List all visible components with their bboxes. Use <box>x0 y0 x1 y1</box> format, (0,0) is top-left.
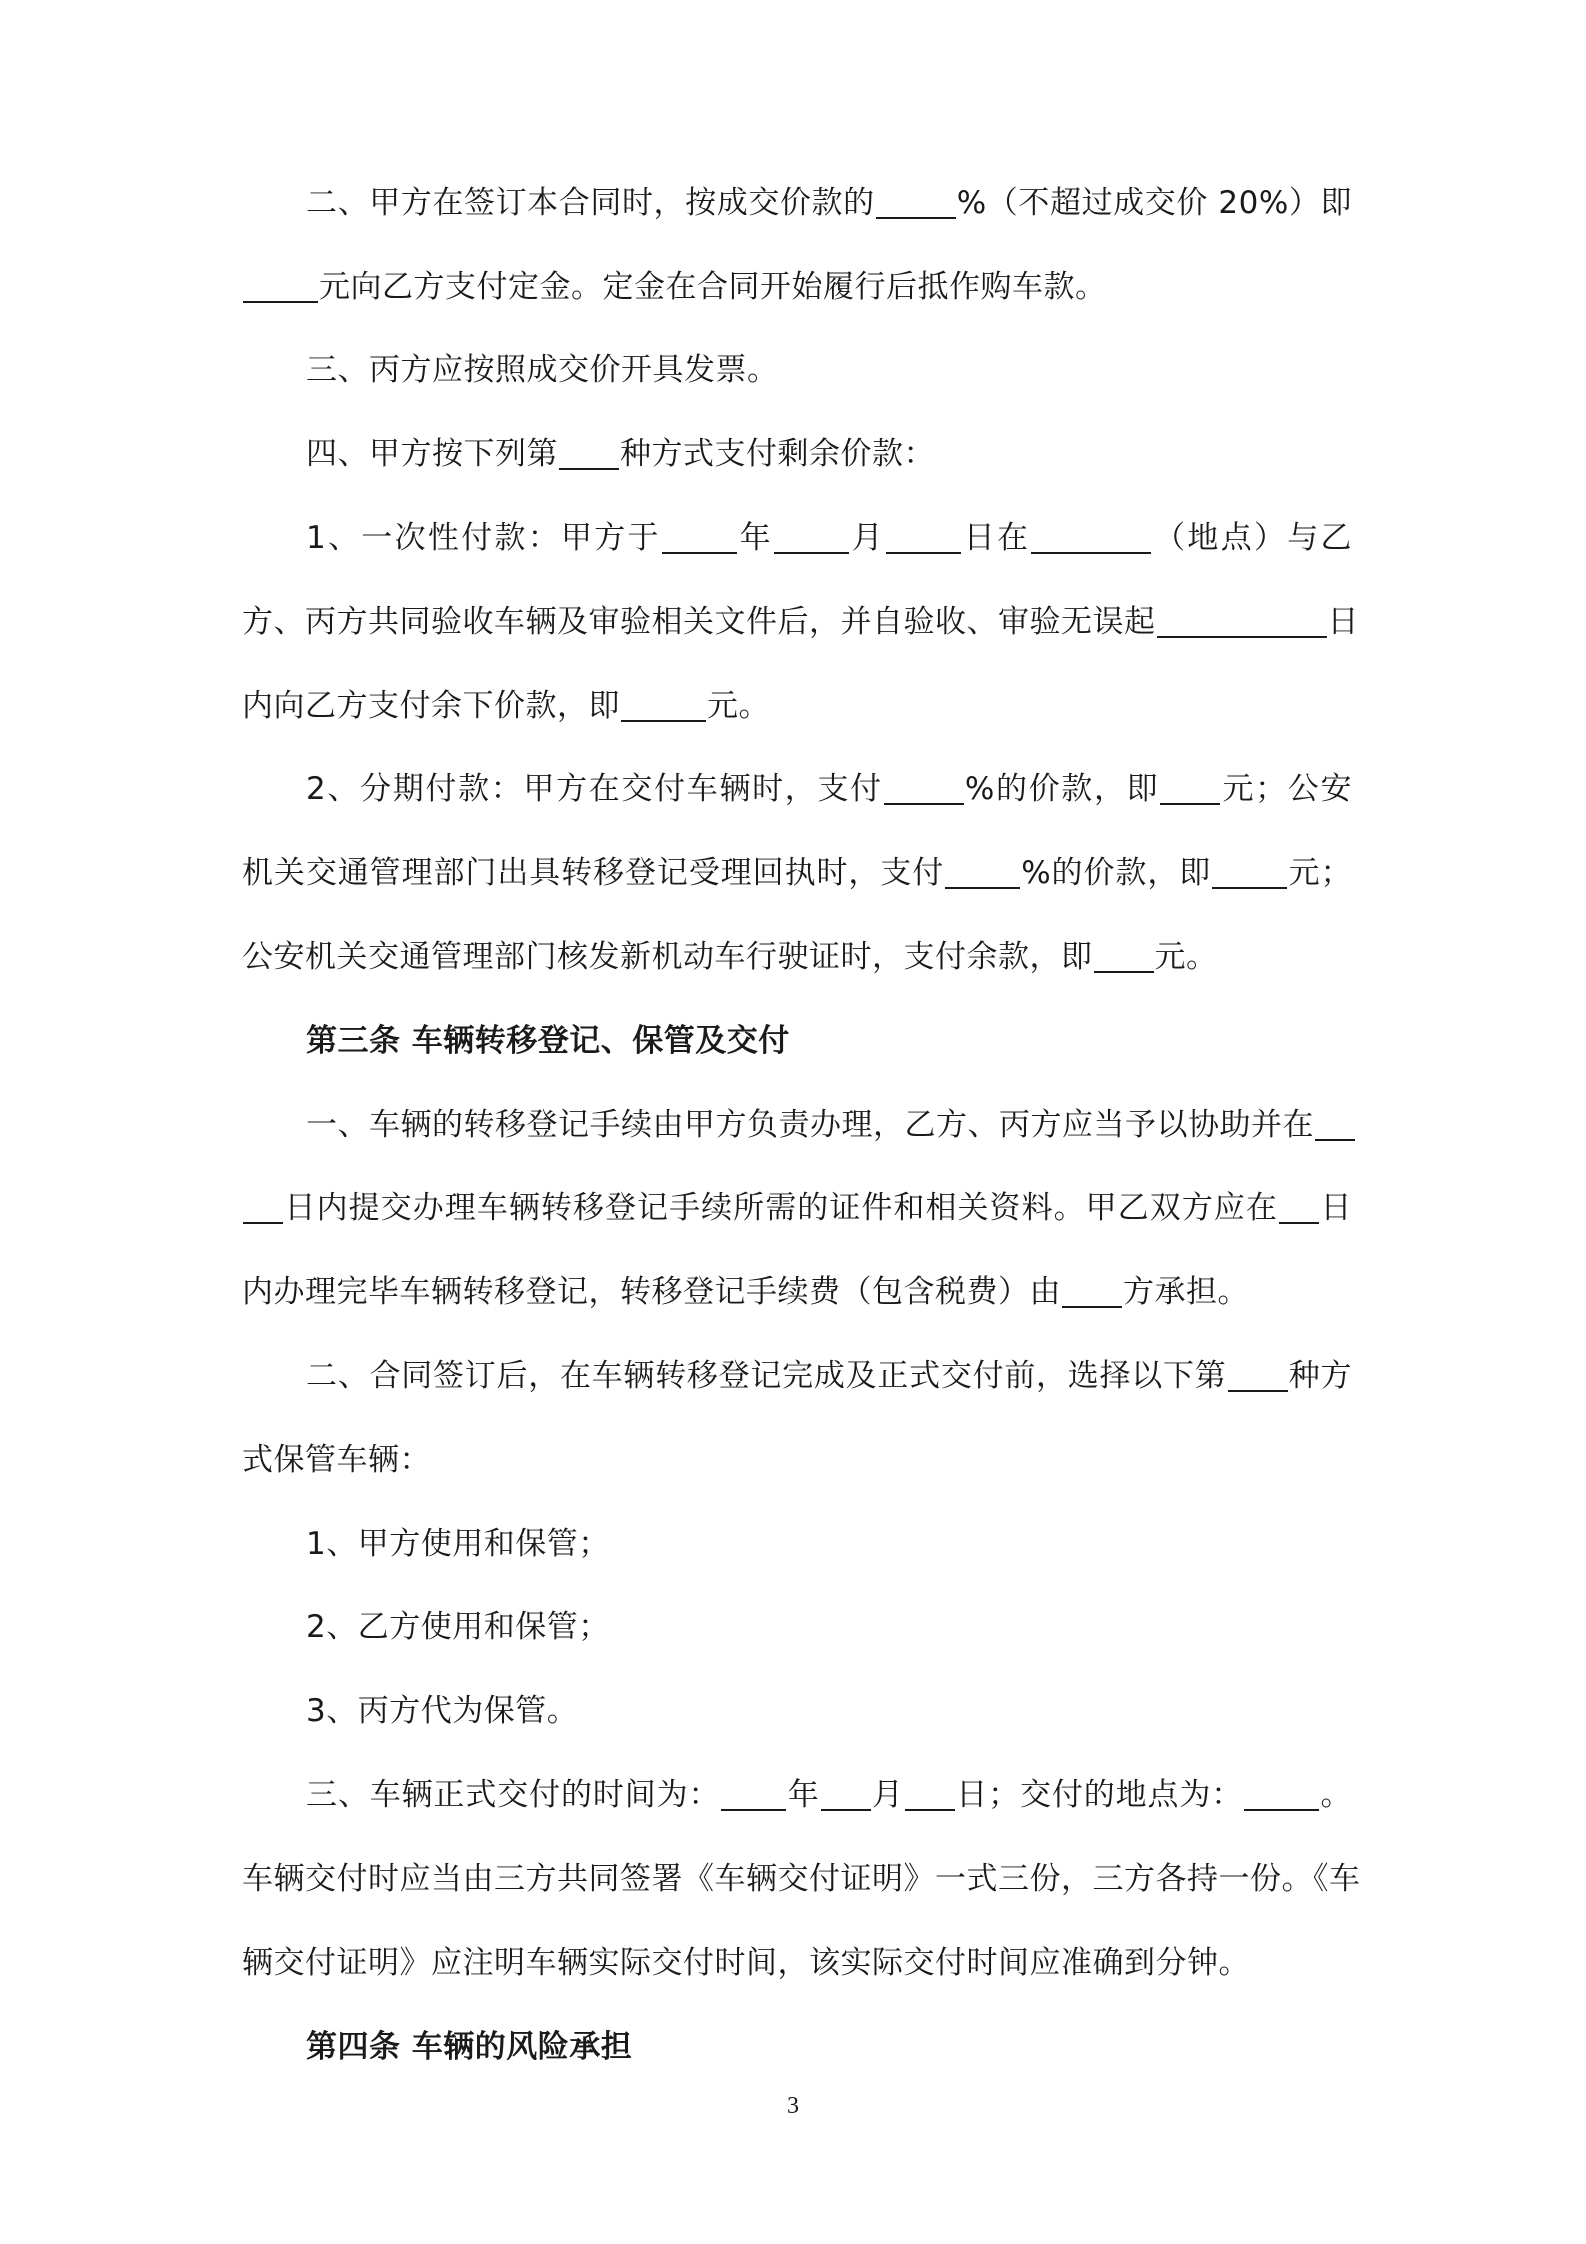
blank-field[interactable] <box>1212 853 1287 889</box>
article-3-heading <box>306 1011 1352 1071</box>
blank-field[interactable] <box>945 853 1020 889</box>
blank-field[interactable] <box>1062 1272 1122 1308</box>
text: 种方 <box>1288 1358 1352 1394</box>
paragraph-custody-line-2 <box>242 1430 1352 1490</box>
blank-field[interactable] <box>1279 1188 1319 1224</box>
blank-field[interactable] <box>905 1775 955 1811</box>
text: 3、丙方代为保管。 <box>306 1693 579 1729</box>
text: 一、车辆的转移登记手续由甲方负责办理，乙方、丙方应当予以协助并在 <box>306 1107 1314 1143</box>
blank-field[interactable] <box>884 769 964 805</box>
blank-field[interactable] <box>1315 1105 1355 1141</box>
text: 月 <box>871 1777 904 1813</box>
custody-option-1 <box>306 1514 1352 1574</box>
text: 日；交付的地点为： <box>955 1777 1244 1813</box>
blank-field[interactable] <box>721 1775 786 1811</box>
text: 机关交通管理部门出具转移登记受理回执时，支付 <box>242 855 945 891</box>
blank-field[interactable] <box>662 518 737 554</box>
text: 三、丙方应按照成交价开具发票。 <box>306 352 779 388</box>
paragraph-payment-method <box>306 424 1352 484</box>
blank-field[interactable] <box>1244 1775 1319 1811</box>
paragraph-lump-sum-line-1 <box>306 508 1352 568</box>
paragraph-custody-line-1 <box>306 1346 1352 1406</box>
text: 月 <box>849 520 885 556</box>
custody-option-2 <box>306 1597 1352 1657</box>
text: 2、分期付款：甲方在交付车辆时，支付 <box>306 771 883 807</box>
text: %的价款，即 <box>964 771 1160 807</box>
blank-field[interactable] <box>774 518 849 554</box>
text: 日在 <box>961 520 1031 556</box>
blank-field[interactable] <box>243 267 318 303</box>
article-4-heading <box>306 2017 1352 2077</box>
text: 二、合同签订后，在车辆转移登记完成及正式交付前，选择以下第 <box>306 1358 1227 1394</box>
blank-field[interactable] <box>1094 937 1154 973</box>
text: 年 <box>787 1777 820 1813</box>
paragraph-delivery-line-3 <box>242 1933 1352 1993</box>
text: 日 <box>1327 604 1359 640</box>
text: 内向乙方支付余下价款，即 <box>242 688 620 724</box>
paragraph-delivery-line-1 <box>306 1765 1352 1825</box>
text: 车辆交付时应当由三方共同签署《车辆交付证明》一式三份，三方各持一份。《车 <box>242 1861 1361 1897</box>
paragraph-transfer-line-2 <box>242 1178 1352 1238</box>
text: 。 <box>1320 1777 1352 1813</box>
text: 方承担。 <box>1123 1274 1249 1310</box>
text: 1、一次性付款：甲方于 <box>306 520 661 556</box>
blank-field[interactable] <box>1228 1356 1288 1392</box>
custody-option-3 <box>306 1681 1352 1741</box>
text: 内办理完毕车辆转移登记，转移登记手续费（包含税费）由 <box>242 1274 1061 1310</box>
blank-field[interactable] <box>559 434 619 470</box>
blank-field[interactable] <box>243 1188 283 1224</box>
heading-text: 第三条 车辆转移登记、保管及交付 <box>306 1023 790 1059</box>
text: %（不超过成交价 20%）即 <box>956 185 1353 221</box>
paragraph-invoice <box>306 340 1352 400</box>
text: 种方式支付剩余价款： <box>620 436 935 472</box>
blank-field[interactable] <box>876 183 956 219</box>
text: 元向乙方支付定金。定金在合同开始履行后抵作购车款。 <box>319 269 1107 305</box>
text: （地点）与乙 <box>1152 520 1353 556</box>
heading-text: 第四条 车辆的风险承担 <box>306 2029 633 2065</box>
paragraph-lump-sum-line-3 <box>242 676 1352 736</box>
blank-field[interactable] <box>821 1775 871 1811</box>
text: 2、乙方使用和保管； <box>306 1609 610 1645</box>
text: 1、甲方使用和保管； <box>306 1526 610 1562</box>
paragraph-lump-sum-line-2 <box>242 592 1359 652</box>
blank-field[interactable] <box>1031 518 1151 554</box>
paragraph-transfer-line-3 <box>242 1262 1352 1322</box>
paragraph-deposit-line-1 <box>306 173 1352 233</box>
blank-field[interactable] <box>621 686 706 722</box>
text: 元。 <box>1154 939 1218 975</box>
paragraph-installment-line-1 <box>306 759 1352 819</box>
text: 日内提交办理车辆转移登记手续所需的证件和相关资料。甲乙双方应在 <box>284 1190 1278 1226</box>
text: 元； <box>1288 855 1352 891</box>
paragraph-deposit-line-2 <box>242 257 1352 317</box>
text: 三、车辆正式交付的时间为： <box>306 1777 721 1813</box>
text: 四、甲方按下列第 <box>306 436 558 472</box>
paragraph-transfer-line-1 <box>306 1095 1352 1155</box>
text: 元；公安 <box>1221 771 1352 807</box>
text: 方、丙方共同验收车辆及审验相关文件后，并自验收、审验无误起 <box>242 604 1156 640</box>
text: 二、甲方在签订本合同时，按成交价款的 <box>306 185 875 221</box>
text: 日 <box>1319 1190 1352 1226</box>
text: 元。 <box>707 688 770 724</box>
paragraph-installment-line-2 <box>242 843 1352 903</box>
text: 辆交付证明》应注明车辆实际交付时间，该实际交付时间应准确到分钟。 <box>242 1945 1250 1981</box>
blank-field[interactable] <box>1160 769 1220 805</box>
text: 式保管车辆： <box>242 1442 431 1478</box>
page-number: 3 <box>787 2093 799 2119</box>
text: %的价款，即 <box>1021 855 1212 891</box>
paragraph-installment-line-3 <box>242 927 1352 987</box>
blank-field[interactable] <box>886 518 961 554</box>
paragraph-delivery-line-2 <box>242 1849 1361 1909</box>
text: 年 <box>737 520 773 556</box>
text: 公安机关交通管理部门核发新机动车行驶证时，支付余款，即 <box>242 939 1093 975</box>
blank-field[interactable] <box>1157 602 1327 638</box>
